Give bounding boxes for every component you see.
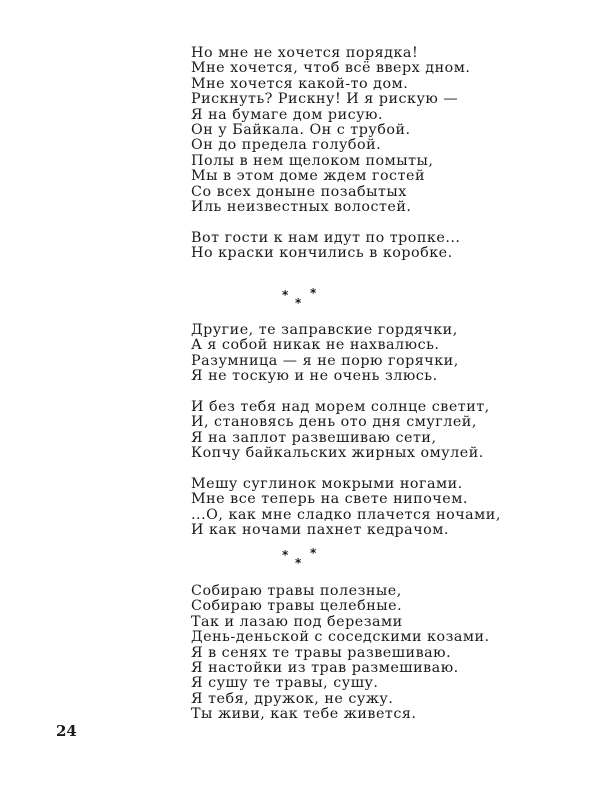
poem-line: Разумница — я не порю горячки, <box>191 352 459 369</box>
poem-line: Но краски кончились в коробке. <box>191 245 453 262</box>
stanza-gap <box>191 385 491 400</box>
poem-line: Я не тоскую и не очень злюсь. <box>191 368 438 385</box>
poem-line: Полы в нем щелоком помыты, <box>191 152 434 169</box>
poem-1 <box>191 46 491 261</box>
poem-line: Я в сенях те травы развешиваю. <box>191 644 452 661</box>
page-number: 24 <box>56 722 77 740</box>
asterisk-icon: * <box>282 288 289 302</box>
poem-line: Он до предела голубой. <box>191 137 382 154</box>
stanza-gap <box>191 215 491 230</box>
poem-line: Мне хочется, чтоб всё вверх дном. <box>191 60 471 77</box>
asterism-divider <box>270 287 330 311</box>
poem-line: Рискнуть? Рискну! И я рискую — <box>191 91 459 108</box>
asterisk-icon: * <box>282 548 289 562</box>
poem-line: Мешу суглинок мокрыми ногами. <box>191 475 463 492</box>
asterism-divider <box>270 547 330 571</box>
poem-line: И, становясь день ото дня смуглей, <box>191 414 477 431</box>
poem-line: Мне хочется какой-то дом. <box>191 75 409 92</box>
poem-line: Так и лазаю под березами <box>191 613 403 630</box>
poem-line: Ты живи, как тебе живется. <box>191 706 417 723</box>
poem-line: Но мне не хочется порядка! <box>191 45 419 61</box>
poem-line: Иль неизвестных волостей. <box>191 198 412 215</box>
poem-line: Со всех доныне позабытых <box>191 183 407 200</box>
stanza-gap <box>191 462 491 477</box>
poem-line: Вот гости к нам идут по тропке... <box>191 229 461 246</box>
poem-line: И как ночами пахнет кедрачом. <box>191 522 449 539</box>
asterisk-icon: * <box>295 296 302 310</box>
poem-line: Я на бумаге дом рисую. <box>191 106 384 123</box>
poem-line: Собираю травы полезные, <box>191 583 402 599</box>
poem-line: Он у Байкала. Он с трубой. <box>191 121 411 138</box>
asterisk-icon: * <box>295 556 302 570</box>
poem-line: И без тебя над морем солнце светит, <box>191 398 490 415</box>
poem-line: Я сушу те травы, сушу. <box>191 675 379 692</box>
poem-line: Мы в этом доме ждем гостей <box>191 168 425 185</box>
poem-line: А я собой никак не нахвалюсь. <box>191 337 440 354</box>
poem-line: Я тебя, дружок, не сужу. <box>191 690 394 707</box>
poem-2 <box>191 322 501 539</box>
poem-line: Копчу байкальских жирных омулей. <box>191 445 484 462</box>
poem-line: День-деньской с соседскими козами. <box>191 629 490 646</box>
poem-line: Я на заплот развешиваю сети, <box>191 429 437 446</box>
poem-3 <box>191 584 491 723</box>
asterisk-icon: * <box>310 286 317 300</box>
poem-line: Собираю травы целебные. <box>191 598 403 615</box>
poem-line: Я настойки из трав размешиваю. <box>191 659 459 676</box>
poem-line: Мне все теперь на свете нипочем. <box>191 491 468 508</box>
asterisk-icon: * <box>310 546 317 560</box>
poem-line: Другие, те заправские гордячки, <box>191 322 458 338</box>
poem-line: ...О, как мне сладко плачется ночами, <box>191 506 501 523</box>
